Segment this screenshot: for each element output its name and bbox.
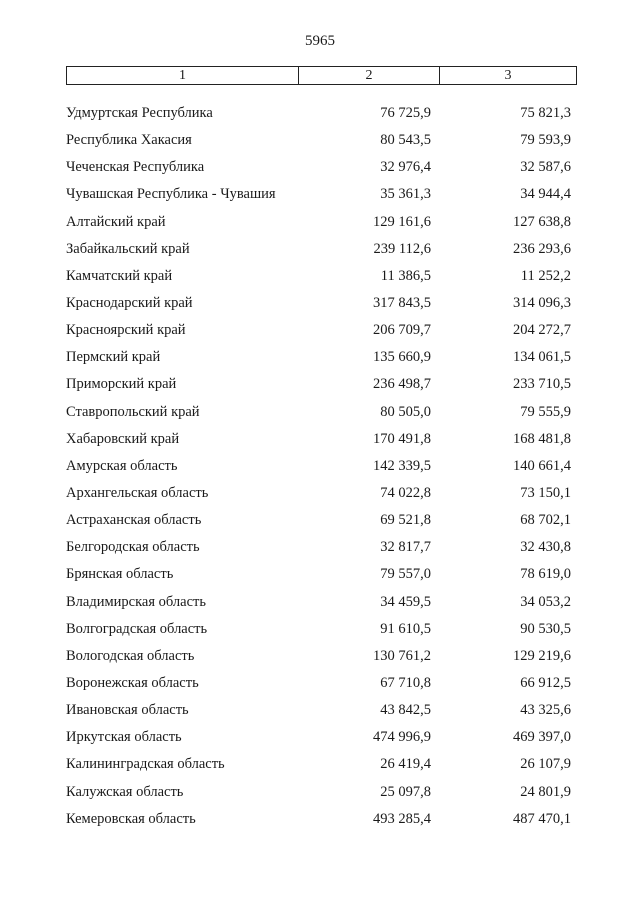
table-row [0,402,640,429]
value-col-3: 24 801,9 [520,783,571,800]
value-col-2: 32 817,7 [380,539,431,556]
region-name: Удмуртская Республика [66,105,213,121]
region-name: Камчатский край [66,267,173,284]
region-name: Ивановская область [66,702,189,719]
table-row [0,646,640,673]
value-col-3: 129 219,6 [513,647,571,664]
value-col-3: 11 252,2 [520,267,571,284]
region-name: Пермский край [66,349,161,366]
value-col-3: 79 593,9 [520,132,571,149]
table-row [0,157,640,184]
region-name: Воронежская область [66,674,199,691]
value-col-3: 34 944,4 [520,186,571,203]
value-col-2: 26 419,4 [380,756,431,773]
value-col-3: 134 061,5 [513,349,571,366]
table-row [0,103,640,130]
region-name: Кемеровская область [66,810,196,827]
region-name: Чувашская Республика - Чувашия [66,186,276,203]
value-col-2: 67 710,8 [380,674,431,691]
table-row [0,619,640,646]
table-row [0,429,640,456]
value-col-3: 487 470,1 [513,810,571,827]
table-row [0,510,640,537]
region-name: Краснодарский край [66,294,193,311]
region-name: Чеченская Республика [66,159,205,176]
region-name: Владимирская область [66,593,206,610]
value-col-2: 76 725,9 [380,105,431,121]
value-col-3: 32 430,8 [520,539,571,556]
value-col-2: 236 498,7 [373,376,431,393]
table-row [0,239,640,266]
table-row [0,293,640,320]
region-name: Астраханская область [66,512,202,529]
value-col-2: 317 843,5 [373,294,431,311]
value-col-3: 78 619,0 [520,566,571,583]
header-col-3: 3 [504,68,512,83]
value-col-2: 79 557,0 [380,566,431,583]
value-col-2: 11 386,5 [380,267,431,284]
value-col-2: 142 339,5 [373,457,431,474]
table-row [0,212,640,239]
value-col-3: 73 150,1 [520,484,571,501]
table-row [0,483,640,510]
region-name: Хабаровский край [66,430,180,447]
region-name: Волгоградская область [66,620,208,637]
value-col-3: 204 272,7 [513,322,571,339]
header-col-1: 1 [67,67,299,84]
table-row [0,782,640,809]
table-row [0,266,640,293]
value-col-2: 69 521,8 [380,512,431,529]
value-col-3: 140 661,4 [513,457,571,474]
table-row [0,320,640,347]
value-col-2: 474 996,9 [373,729,431,746]
value-col-3: 168 481,8 [513,430,571,447]
value-col-3: 34 053,2 [520,593,571,610]
value-col-2: 80 505,0 [380,403,431,420]
region-name: Забайкальский край [66,240,190,257]
value-col-2: 206 709,7 [373,322,431,339]
value-col-3: 32 587,6 [520,159,571,176]
value-col-3: 75 821,3 [520,105,571,121]
table-row [0,456,640,483]
table-row [0,347,640,374]
table-row [0,754,640,781]
region-name: Вологодская область [66,647,195,664]
value-col-2: 25 097,8 [380,783,431,800]
header-col-2: 2 [299,67,440,84]
table-row [0,130,640,157]
value-col-3: 90 530,5 [520,620,571,637]
region-name: Иркутская область [66,729,182,746]
value-col-2: 34 459,5 [380,593,431,610]
value-col-2: 239 112,6 [373,240,431,257]
value-col-3: 469 397,0 [513,729,571,746]
table-row [0,564,640,591]
table-row [0,700,640,727]
table-header [66,66,577,85]
region-name: Калужская область [66,783,184,800]
table-row [0,727,640,754]
table-row [0,374,640,401]
value-col-2: 135 660,9 [373,349,431,366]
value-col-3: 236 293,6 [513,240,571,257]
region-name: Брянская область [66,566,174,583]
value-col-3: 127 638,8 [513,213,571,230]
region-name: Приморский край [66,376,177,393]
value-col-3: 68 702,1 [520,512,571,529]
value-col-2: 130 761,2 [373,647,431,664]
value-col-2: 74 022,8 [380,484,431,501]
value-col-2: 170 491,8 [373,430,431,447]
value-col-3: 43 325,6 [520,702,571,719]
region-name: Красноярский край [66,322,186,339]
table-row [0,592,640,619]
value-col-3: 26 107,9 [520,756,571,773]
region-name: Амурская область [66,457,178,474]
value-col-3: 79 555,9 [520,403,571,420]
value-col-2: 91 610,5 [380,620,431,637]
page-number: 5965 [305,33,335,49]
region-name: Архангельская область [66,484,209,501]
region-name: Белгородская область [66,539,200,556]
region-name: Республика Хакасия [66,132,192,149]
value-col-3: 66 912,5 [520,674,571,691]
value-col-2: 32 976,4 [380,159,431,176]
value-col-3: 314 096,3 [513,294,571,311]
table-body [0,103,640,836]
table-row [0,673,640,700]
value-col-2: 493 285,4 [373,810,431,827]
value-col-2: 35 361,3 [380,186,431,203]
value-col-2: 43 842,5 [380,702,431,719]
table-row [0,537,640,564]
region-name: Калининградская область [66,756,225,773]
value-col-2: 129 161,6 [373,213,431,230]
value-col-2: 80 543,5 [380,132,431,149]
region-name: Алтайский край [66,213,166,230]
table-row [0,809,640,836]
region-name: Ставропольский край [66,403,200,420]
value-col-3: 233 710,5 [513,376,571,393]
table-row [0,184,640,211]
